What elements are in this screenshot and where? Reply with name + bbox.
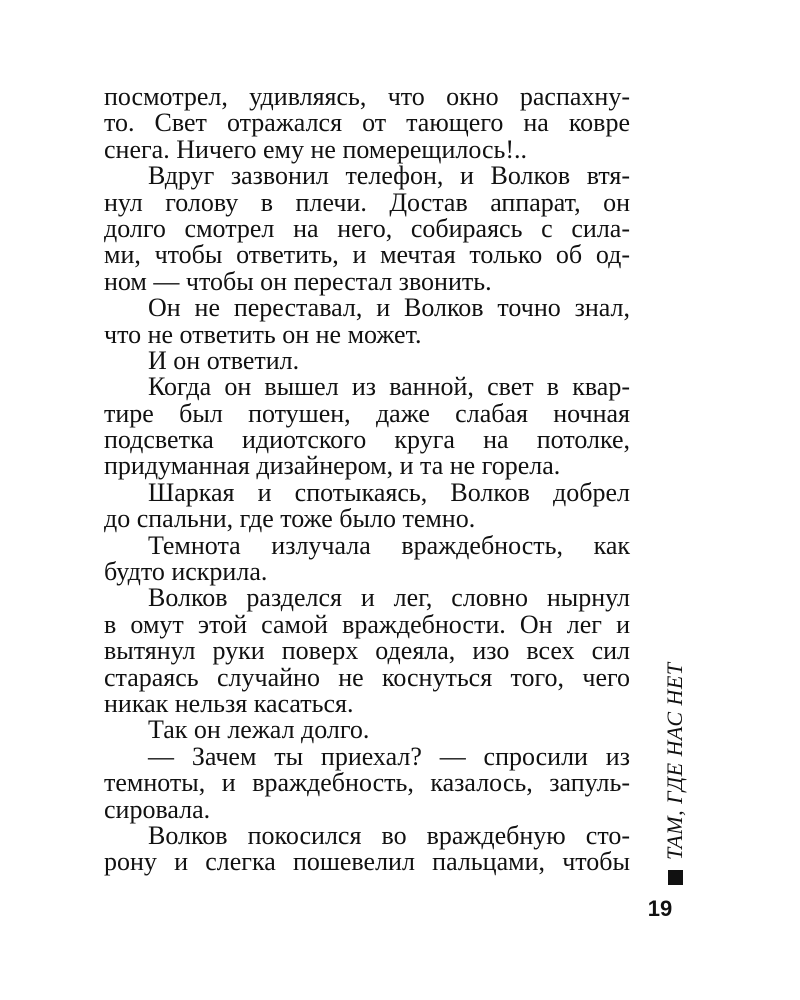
text-line: будто искрила.	[104, 557, 268, 587]
text-line: подсветка идиотского круга на потолке,	[104, 425, 630, 455]
text-line: Шаркая и спотыкаясь, Волков добрел	[148, 477, 630, 507]
text-line: вытянул руки поверх одеяла, изо всех сил	[104, 636, 630, 666]
text-line: снега. Ничего ему не померещилось!..	[104, 134, 528, 164]
text-line: сировала.	[104, 794, 211, 824]
text-line: Волков покосился во враждебную сто-	[148, 820, 630, 850]
text-line: в омут этой самой враждебности. Он лег и	[104, 609, 630, 639]
running-head-title: ТАМ, ГДЕ НАС НЕТ	[662, 662, 687, 860]
running-head	[662, 662, 688, 885]
text-line: стараясь случайно не коснуться того, чего	[104, 662, 630, 692]
body-text	[104, 84, 630, 876]
text-line: И он ответил.	[148, 345, 300, 375]
text-line: Так он лежал долго.	[148, 715, 370, 745]
square-bullet-icon	[668, 870, 683, 885]
text-line: то. Свет отражался от тающего на ковре	[104, 108, 630, 138]
text-line: посмотрел, удивляясь, что окно распахну-	[104, 82, 630, 111]
text-line: Он не переставал, и Волков точно знал,	[148, 293, 630, 323]
text-line: рону и слегка пошевелил пальцами, чтобы	[104, 847, 630, 877]
text-line: нул голову в плечи. Достав аппарат, он	[104, 187, 630, 217]
text-line: темноты, и враждебность, казалось, запуль-	[104, 768, 630, 798]
text-line: Когда он вышел из ванной, свет в квар-	[148, 372, 630, 402]
text-line: до спальни, где тоже было темно.	[104, 504, 476, 534]
text-line: никак нельзя касаться.	[104, 688, 354, 718]
text-line: тире был потушен, даже слабая ночная	[104, 398, 630, 428]
page-number: 19	[647, 896, 673, 921]
text-line: ми, чтобы ответить, и мечтая только об од-	[104, 240, 630, 270]
text-line: Вдруг зазвонил телефон, и Волков втя-	[148, 161, 630, 191]
text-line: Темнота излучала враждебность, как	[148, 530, 630, 560]
text-line: что не ответить он не может.	[104, 319, 422, 349]
text-line: Волков разделся и лег, словно нырнул	[148, 583, 630, 613]
text-line: долго смотрел на него, собираясь с сила-	[104, 213, 630, 243]
text-line: ном — чтобы он перестал звонить.	[104, 266, 492, 296]
text-line: придуманная дизайнером, и та не горела.	[104, 451, 561, 481]
text-line: — Зачем ты приехал? — спросили из	[148, 741, 630, 771]
